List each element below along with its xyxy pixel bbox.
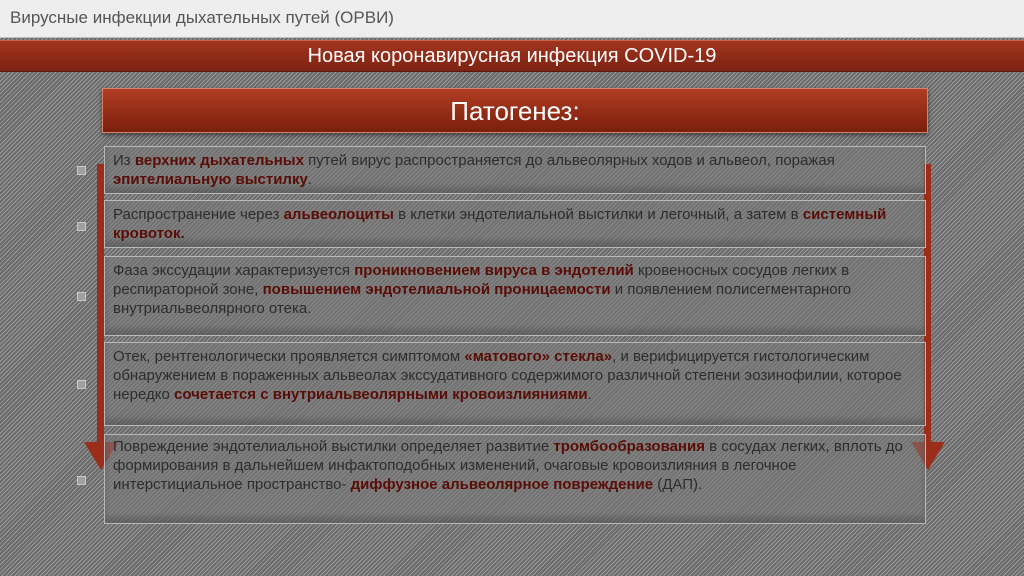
item-text: Из — [113, 152, 135, 169]
bullet-icon — [77, 476, 86, 485]
bullet-icon — [77, 166, 86, 175]
item-text: (ДАП). — [653, 476, 703, 493]
item-text: Отек, рентгенологически проявляется симптомом — [113, 348, 465, 365]
item-highlight: тромбообразования — [553, 438, 705, 455]
item-text: путей вирус распространяется до альвеолярных ходов и альвеол, поражая — [303, 152, 835, 169]
item-highlight: верхних дыхательных — [134, 152, 304, 169]
bullet-icon — [77, 380, 86, 389]
item-text: в клетки эндотелиальной выстилки и легочный, а затем в — [393, 206, 803, 223]
item-text: , и верифицируется гистологическим обнаружением в пораженных альвеолах экссудативного содержимого различной степени эозинофилии, которое нередко — [113, 348, 902, 403]
item-text: и появлением полисегментарного внутриальвеолярного отека. — [113, 281, 852, 317]
item-text: . — [307, 171, 312, 188]
bullet-icon — [77, 222, 86, 231]
section-header — [102, 88, 928, 133]
item-text: кровеносных сосудов легких в респираторной зоне, — [113, 262, 850, 298]
list-item — [104, 200, 926, 248]
list-item — [104, 342, 926, 426]
item-text: Повреждение эндотелиальной выстилки определяет развитие — [113, 438, 554, 455]
subtitle-bar — [0, 40, 1024, 72]
item-highlight: альвеолоциты — [283, 206, 394, 223]
top-bar — [0, 0, 1024, 38]
item-highlight: сочетается с внутриальвеолярными кровоизлияниями — [173, 386, 588, 403]
item-highlight: проникновением вируса в эндотелий — [354, 262, 634, 279]
slide-topic-title: Вирусные инфекции дыхательных путей (ОРВИ) — [10, 8, 394, 27]
section-title: Патогенез: — [450, 96, 580, 126]
list-item — [104, 146, 926, 194]
left-arrow-line — [97, 164, 104, 444]
item-text: Распространение через — [113, 206, 284, 223]
item-text: в сосудах легких, вплоть до формирования в дальнейшем инфактоподобных изменений, очаговые кровоизлияния в легочное интерстициальное пространство- — [113, 438, 903, 493]
item-text: Фаза экссудации характеризуется — [113, 262, 355, 279]
slide-subtitle: Новая коронавирусная инфекция COVID-19 — [307, 45, 717, 67]
item-highlight: «матового» стекла» — [464, 348, 613, 365]
list-item — [104, 434, 926, 524]
item-highlight: диффузное альвеолярное повреждение — [350, 476, 654, 493]
item-highlight: повышением эндотелиальной проницаемости — [262, 281, 611, 298]
bullet-icon — [77, 292, 86, 301]
item-highlight: системный кровоток. — [113, 206, 887, 242]
item-text: . — [587, 386, 592, 403]
list-item — [104, 256, 926, 336]
item-highlight: эпителиальную выстилку — [113, 171, 308, 188]
